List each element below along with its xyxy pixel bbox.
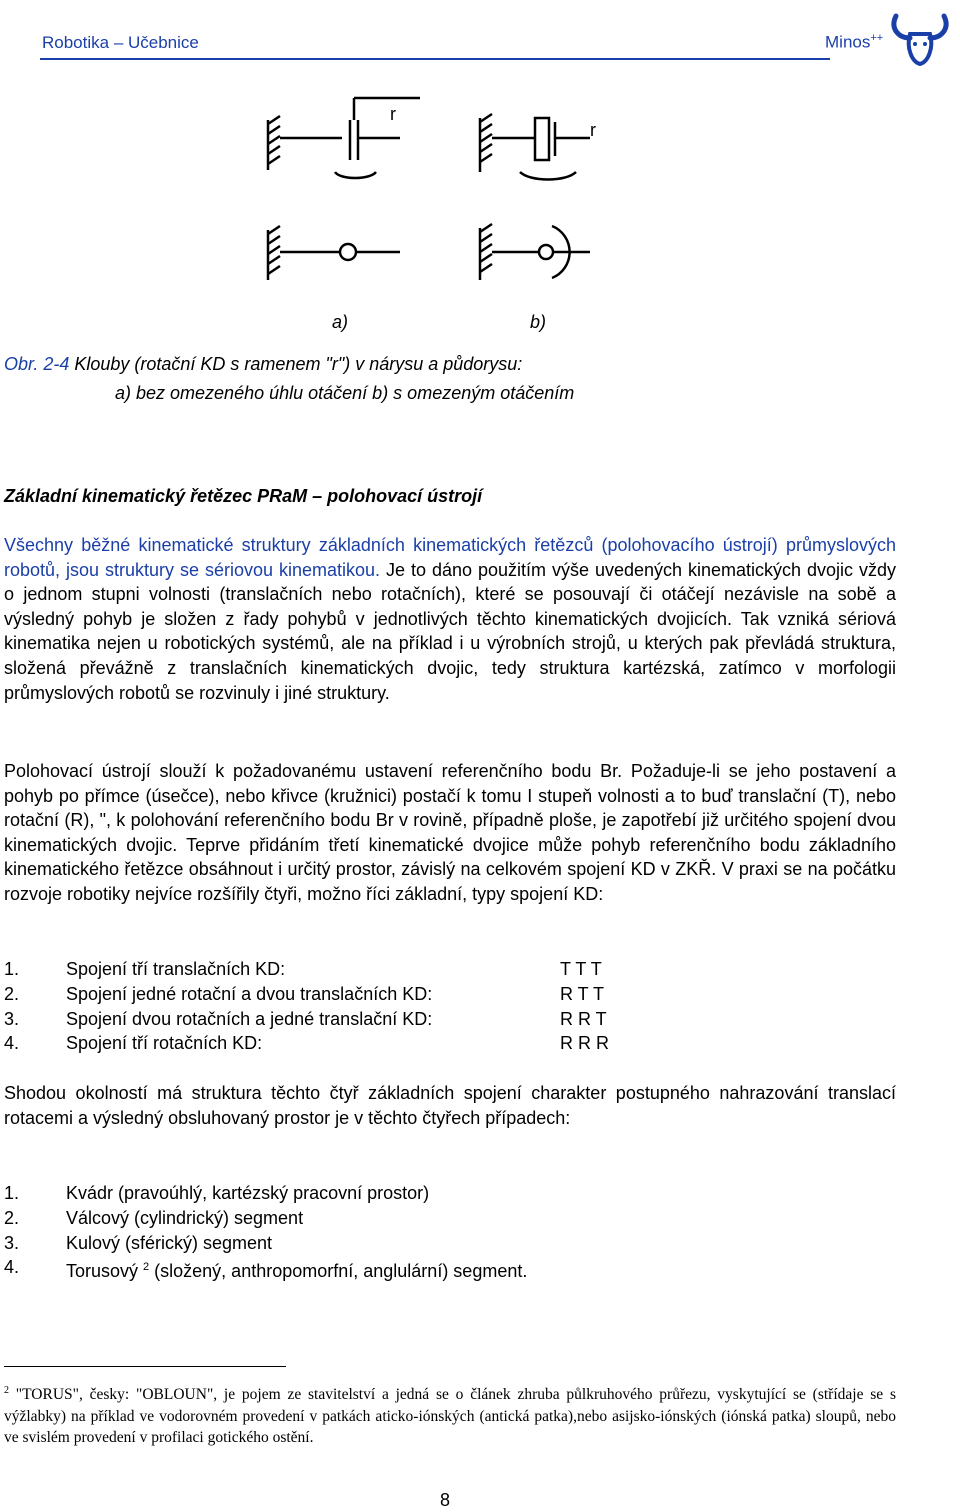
footnote xyxy=(4,1380,896,1449)
list-item-text-b: (složený, anthropomorfní, anglulární) segment. xyxy=(149,1261,528,1282)
bull-logo-icon xyxy=(888,4,952,68)
list-item-text: Válcový (cylindrický) segment xyxy=(66,1207,304,1228)
list-item xyxy=(4,1007,609,1032)
figure-b-top xyxy=(480,114,590,180)
list-item-code: T T T xyxy=(560,959,602,979)
list-item xyxy=(4,1181,527,1206)
list-item-text: Spojení tří translačních KD: xyxy=(66,959,286,979)
paragraph-3: Shodou okolností má struktura těchto čtyř základních spojení charakter postupného nahrazování translací rotacemi a výsledný obsluhovaný prostor je v těchto čtyřech případech: xyxy=(4,1083,896,1128)
footnote-reference[interactable]: 2 xyxy=(143,1261,150,1274)
figure-a-bottom xyxy=(268,226,400,280)
list-item-number: 2. xyxy=(4,1207,20,1228)
paragraph-1-body: Je to dáno použitím výše uvedených kinematických dvojic vždy o jednom stupni volnosti (translačních nebo rotačních), které se posouvají či otáčejí nezávisle na sobě a výsledný pohyb je složen z řady pohybů v jednotlivých těchto kinematických dvojicích. Tak vzniká sériová kinematika nejen u robotických systémů, ale na příklad i u výrobních strojů, u kterých pak převládá struktura, složená převážně z translačních kinematických dvojic, tedy struktura kartézská, zatímco v morfologii průmyslových robotů se rozvinuly i jiné struktury. xyxy=(4,559,897,703)
figure-b-bottom xyxy=(480,224,590,280)
paragraph-1-highlight: Všechny běžné kinematické struktury základních kinematických řetězců (polohovacího ústrojí) průmyslových robotů, jsou struktury se sériovou kinematikou. xyxy=(4,535,896,580)
header-rule xyxy=(40,58,830,60)
list-item xyxy=(4,1255,527,1284)
paragraph-1 xyxy=(4,533,896,705)
list-item-code: R R T xyxy=(560,1008,607,1029)
list-item-text: Kvádr (pravoúhlý, kartézský pracovní prostor) xyxy=(66,1183,430,1203)
caption-text-1: Klouby (rotační KD s ramenem "r") v nárysu a půdorysu: xyxy=(74,354,523,374)
list-item-number: 4. xyxy=(4,1257,20,1278)
figure-caption xyxy=(4,350,954,408)
list-item-number: 1. xyxy=(4,959,20,979)
header-brand-sup: ++ xyxy=(870,32,884,44)
header-brand-text: Minos xyxy=(825,32,871,52)
joints-figure xyxy=(250,80,650,340)
list-item-text: Spojení jedné rotační a dvou translačních KD: xyxy=(66,983,433,1004)
list-item-number: 1. xyxy=(4,1183,20,1203)
joint-combination-list xyxy=(4,957,609,1056)
list-item-text: Spojení tří rotačních KD: xyxy=(66,1033,263,1054)
list-item-code: R R R xyxy=(560,1033,609,1054)
figure-label-r-b: r xyxy=(590,120,596,140)
header-title: Robotika – Učebnice xyxy=(42,33,199,52)
figure-label-a: a) xyxy=(332,312,349,332)
list-item-text: Spojení dvou rotačních a jedné translační KD: xyxy=(66,1008,433,1029)
list-item-text: Kulový (sférický) segment xyxy=(66,1232,273,1253)
list-item-code: R T T xyxy=(560,983,605,1004)
list-item xyxy=(4,1031,609,1056)
footnote-rule xyxy=(4,1366,286,1367)
list-item-number: 3. xyxy=(4,1232,20,1253)
list-item xyxy=(4,1206,527,1231)
list-item xyxy=(4,982,609,1007)
section-heading: Základní kinematický řetězec PRaM – polohovací ústrojí xyxy=(4,486,483,506)
footnote-mark: 2 xyxy=(4,1385,9,1396)
page-number: 8 xyxy=(440,1490,451,1510)
figure-label-b: b) xyxy=(530,312,547,332)
list-item-number: 3. xyxy=(4,1008,20,1029)
list-item-text-a: Torusový xyxy=(66,1261,144,1282)
workspace-list xyxy=(4,1181,527,1284)
list-item xyxy=(4,1231,527,1256)
caption-line-2: a) bez omezeného úhlu otáčení b) s omezeným otáčením xyxy=(115,383,575,403)
list-item xyxy=(4,957,609,982)
list-item-number: 4. xyxy=(4,1033,20,1054)
paragraph-2: Polohovací ústrojí slouží k požadovanému ustavení referenčního bodu Br. Požaduje-li se jeho postavení a pohyb po přímce (úsečce), nebo křivce (kružnici) postačí k tomu I stupeň volnosti a to buď translační (T), nebo rotační (R), ", k polohování referenčního bodu Br v rovině, případně ploše, je zapotřebí již určitého spojení dvou kinematických dvojic. Teprve přidáním třetí kinematické dvojice může pohyb referenčního bodu základního kinematického řetězce obsáhnout i určitý prostor, závislý na celkovém spojení KD v ZKŘ. V praxi se na počátku rozvoje robotiky nejvíce rozšířily čtyři, možno říci základní, typy spojení KD: xyxy=(4,761,896,904)
list-item-text xyxy=(66,1255,527,1284)
caption-line-1 xyxy=(4,350,954,379)
header-brand xyxy=(825,32,883,53)
list-item-number: 2. xyxy=(4,983,20,1004)
figure-a-top xyxy=(268,98,420,178)
footnote-text: "TORUS", česky: "OBLOUN", je pojem ze stavitelství a jedná se o článek zhruba půlkruhového průřezu, vyskytující se (střídaje se s výžlabky) na příklad ve vodorovném provedení v patkách aticko-iónských (antická patka),nebo asijsko-iónských (iónská patka) sloupů, nebo ve svislém provedení v profilaci gotického ostění. xyxy=(4,1386,896,1447)
caption-prefix: Obr. 2-4 xyxy=(4,354,75,374)
figure-label-r-a: r xyxy=(390,104,396,124)
